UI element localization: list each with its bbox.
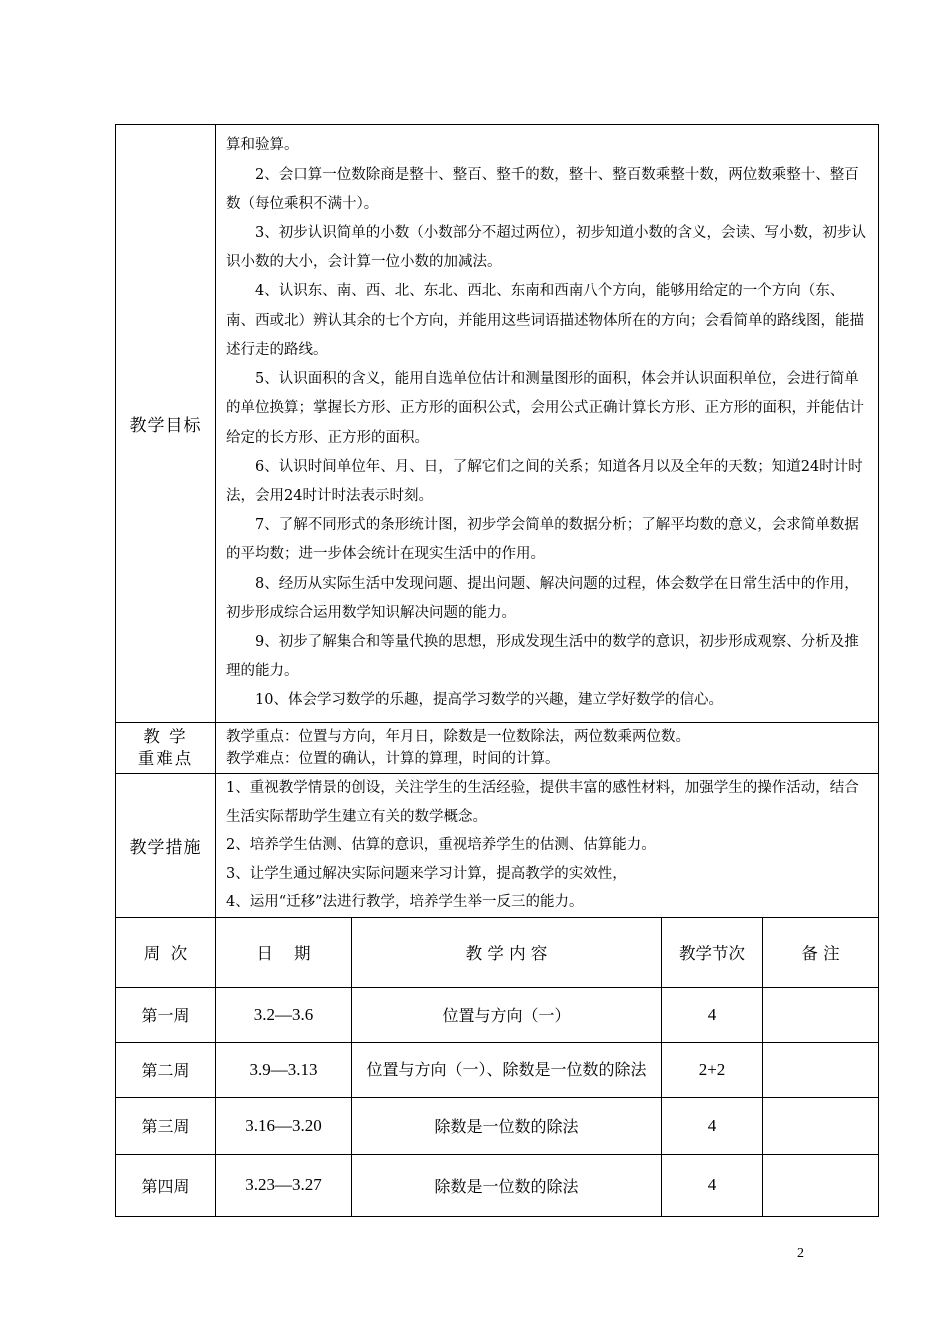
key-points-label-line1: 教 学 [143,727,188,746]
date-cell: 3.16—3.20 [216,1097,352,1154]
note-cell [763,1097,879,1154]
measures-row [116,774,879,918]
week-cell: 第一周 [116,987,216,1042]
schedule-header-row [116,917,879,987]
content-cell: 除数是一位数的除法 [352,1097,662,1154]
note-cell [763,1042,879,1097]
goals-content [216,125,879,723]
table-row [116,1154,879,1216]
goal-item: 2、会口算一位数除商是整十、整百、整千的数，整十、整百数乘整十数，两位数乘整十、整百数（每位乘积不满十）。 [226,166,859,212]
goal-item: 算和验算。 [226,137,299,154]
goal-item: 10、体会学习数学的乐趣，提高学习数学的兴趣，建立学好数学的信心。 [255,692,723,709]
goal-item: 5、认识面积的含义，能用自选单位估计和测量图形的面积，体会并认识面积单位，会进行简单的单位换算；掌握长方形、正方形的面积公式，会用公式正确计算长方形、正方形的面积，并能估计给定的长方形、正方形的面积。 [226,371,864,446]
goals-label: 教学目标 [116,125,216,723]
content-cell: 位置与方向（一） [352,987,662,1042]
header-date: 日 期 [216,917,352,987]
table-row [116,1042,879,1097]
header-content: 教 学 内 容 [352,917,662,987]
goals-row [116,125,879,723]
periods-cell: 4 [662,1097,763,1154]
key-points-row [116,723,879,774]
table-row [116,987,879,1042]
goal-item: 7、了解不同形式的条形统计图，初步学会简单的数据分析；了解平均数的意义，会求简单数据的平均数；进一步体会统计在现实生活中的作用。 [226,517,859,563]
measure-item: 4、运用“迁移”法进行教学，培养学生举一反三的能力。 [226,894,584,911]
week-cell: 第三周 [116,1097,216,1154]
measure-item: 3、让学生通过解决实际问题来学习计算，提高教学的实效性， [226,865,627,882]
difficult-point-text: 教学难点：位置的确认，计算的算理，时间的计算。 [226,751,560,767]
goal-item: 9、初步了解集合和等量代换的思想，形成发现生活中的数学的意识，初步形成观察、分析及推理的能力。 [226,633,859,680]
content-cell: 除数是一位数的除法 [352,1154,662,1216]
goal-item: 8、经历从实际生活中发现问题、提出问题、解决问题的过程，体会数学在日常生活中的作用，初步形成综合运用数学知识解决问题的能力。 [226,575,859,621]
periods-cell: 4 [662,1154,763,1216]
content-cell: 位置与方向（一）、除数是一位数的除法 [352,1042,662,1097]
measure-item: 1、重视教学情景的创设，关注学生的生活经验，提供丰富的感性材料，加强学生的操作活动，结合生活实际帮助学生建立有关的数学概念。 [226,780,859,825]
note-cell [763,987,879,1042]
key-points-label-line2: 重难点 [137,749,194,768]
header-note: 备 注 [763,917,879,987]
header-periods: 教学节次 [662,917,763,987]
measure-item: 2、培养学生估测、估算的意识，重视培养学生的估测、估算能力。 [226,837,656,854]
header-week: 周 次 [116,917,216,987]
measures-label: 教学措施 [116,774,216,918]
periods-cell: 4 [662,987,763,1042]
key-point-text: 教学重点：位置与方向，年月日，除数是一位数除法，两位数乘两位数。 [226,729,690,745]
note-cell [763,1154,879,1216]
teaching-plan-table [115,124,879,1217]
key-points-content [216,723,879,774]
goal-item: 6、认识时间单位年、月、日，了解它们之间的关系；知道各月以及全年的天数；知道24时计时法，会用24时计时法表示时刻。 [226,458,863,504]
page-number: 2 [797,1246,804,1261]
week-cell: 第二周 [116,1042,216,1097]
key-points-label [116,723,216,774]
goal-item: 4、认识东、南、西、北、东北、西北、东南和西南八个方向，能够用给定的一个方向（东、南、西或北）辨认其余的七个方向，并能用这些词语描述物体所在的方向；会看简单的路线图，能描述行走的路线。 [226,283,864,358]
periods-cell: 2+2 [662,1042,763,1097]
date-cell: 3.23—3.27 [216,1154,352,1216]
date-cell: 3.2—3.6 [216,987,352,1042]
measures-content [216,774,879,918]
goal-item: 3、初步认识简单的小数（小数部分不超过两位），初步知道小数的含义，会读、写小数，初步认识小数的大小，会计算一位小数的加减法。 [226,225,866,271]
date-cell: 3.9—3.13 [216,1042,352,1097]
week-cell: 第四周 [116,1154,216,1216]
table-row [116,1097,879,1154]
